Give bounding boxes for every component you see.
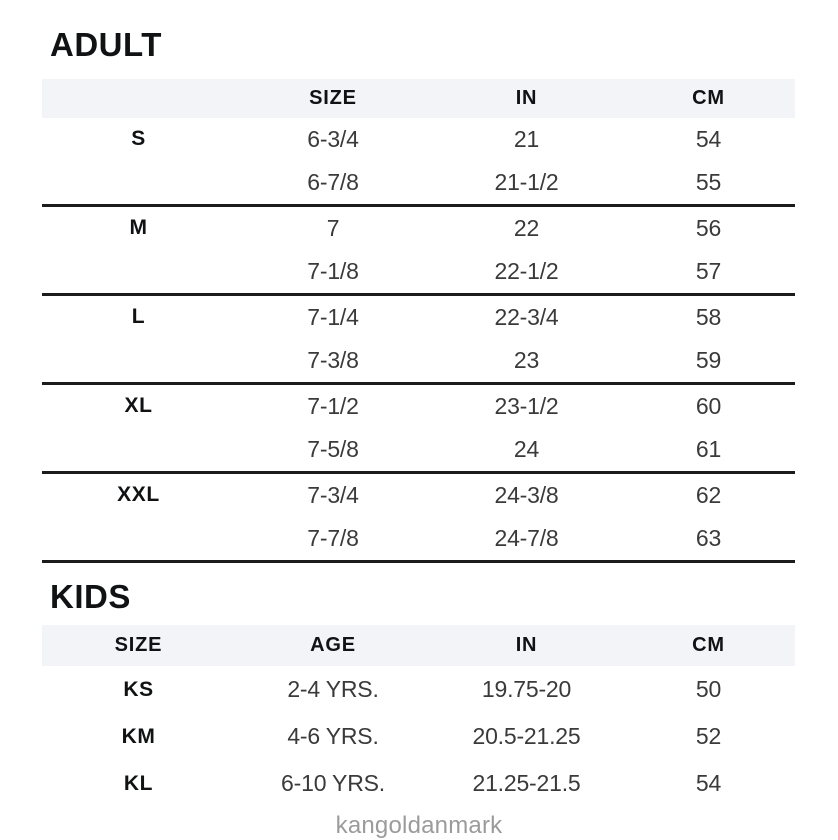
in-cell: 23-1/2 xyxy=(494,392,559,419)
size-label-cell: XXL xyxy=(117,483,160,507)
size-cell: 7-1/2 xyxy=(307,392,359,419)
size-label-cell: XL xyxy=(124,394,153,418)
size-label-cell: S xyxy=(131,127,146,151)
cm-cell: 55 xyxy=(695,168,722,195)
kids-header-in: IN xyxy=(515,634,538,657)
adult-size-group-l xyxy=(42,296,795,385)
table-row xyxy=(42,250,795,293)
watermark: kangoldanmark xyxy=(335,812,503,840)
size-cell: 7-3/8 xyxy=(307,346,359,373)
cm-cell: 60 xyxy=(695,392,722,419)
adult-size-group-m xyxy=(42,207,795,296)
table-row xyxy=(42,474,795,517)
table-row xyxy=(42,760,795,807)
size-cell: 7-1/4 xyxy=(307,303,359,330)
in-cell: 24 xyxy=(513,435,540,462)
in-cell: 22-3/4 xyxy=(494,303,559,330)
in-cell: 24-7/8 xyxy=(494,524,559,551)
in-cell: 24-3/8 xyxy=(494,481,559,508)
table-row xyxy=(42,339,795,382)
size-cell: 7-5/8 xyxy=(307,435,359,462)
in-cell: 22 xyxy=(513,214,540,241)
cm-cell: 54 xyxy=(695,770,722,797)
size-cell: 7 xyxy=(326,214,340,241)
in-cell: 23 xyxy=(513,346,540,373)
table-row xyxy=(42,385,795,428)
adult-header-size: SIZE xyxy=(309,86,357,109)
kids-section-title: KIDS xyxy=(50,577,131,615)
cm-cell: 56 xyxy=(695,214,722,241)
size-label-cell: KS xyxy=(123,677,154,701)
cm-cell: 50 xyxy=(695,676,722,703)
size-cell: 7-3/4 xyxy=(307,481,359,508)
kids-table-header-row xyxy=(42,625,795,666)
cm-cell: 54 xyxy=(695,125,722,152)
table-row xyxy=(42,118,795,161)
age-cell: 2-4 YRS. xyxy=(287,676,379,703)
adult-size-group-xxl xyxy=(42,474,795,563)
cm-cell: 52 xyxy=(695,723,722,750)
size-cell: 7-1/8 xyxy=(307,257,359,284)
adult-size-group-xl xyxy=(42,385,795,474)
cm-cell: 61 xyxy=(695,435,722,462)
cm-cell: 57 xyxy=(695,257,722,284)
size-label-cell: L xyxy=(131,305,146,329)
table-row xyxy=(42,713,795,760)
size-label-cell: KL xyxy=(123,771,154,795)
table-row xyxy=(42,296,795,339)
size-cell: 6-3/4 xyxy=(307,125,359,152)
size-label-cell: KM xyxy=(121,724,156,748)
adult-table-header-row xyxy=(42,79,795,118)
adult-header-in: IN xyxy=(515,86,538,109)
size-label-cell: M xyxy=(129,216,148,240)
table-row xyxy=(42,161,795,204)
in-cell: 19.75-20 xyxy=(481,676,572,703)
cm-cell: 59 xyxy=(695,346,722,373)
in-cell: 21.25-21.5 xyxy=(472,770,581,797)
cm-cell: 58 xyxy=(695,303,722,330)
table-row xyxy=(42,207,795,250)
kids-size-table xyxy=(42,625,795,807)
kids-header-size: SIZE xyxy=(114,634,163,657)
in-cell: 20.5-21.25 xyxy=(472,723,581,750)
age-cell: 4-6 YRS. xyxy=(287,723,379,750)
size-cell: 7-7/8 xyxy=(307,524,359,551)
adult-size-group-s xyxy=(42,118,795,207)
in-cell: 21-1/2 xyxy=(494,168,559,195)
table-row xyxy=(42,517,795,560)
table-row xyxy=(42,666,795,713)
adult-size-table xyxy=(42,79,795,563)
adult-section-title: ADULT xyxy=(50,26,162,63)
table-row xyxy=(42,428,795,471)
cm-cell: 62 xyxy=(695,481,722,508)
in-cell: 21 xyxy=(513,125,540,152)
in-cell: 22-1/2 xyxy=(494,257,559,284)
age-cell: 6-10 YRS. xyxy=(281,770,385,797)
size-cell: 6-7/8 xyxy=(307,168,359,195)
kids-header-cm: CM xyxy=(692,634,725,657)
adult-header-cm: CM xyxy=(692,86,725,109)
cm-cell: 63 xyxy=(695,524,722,551)
kids-header-age: AGE xyxy=(310,634,356,657)
